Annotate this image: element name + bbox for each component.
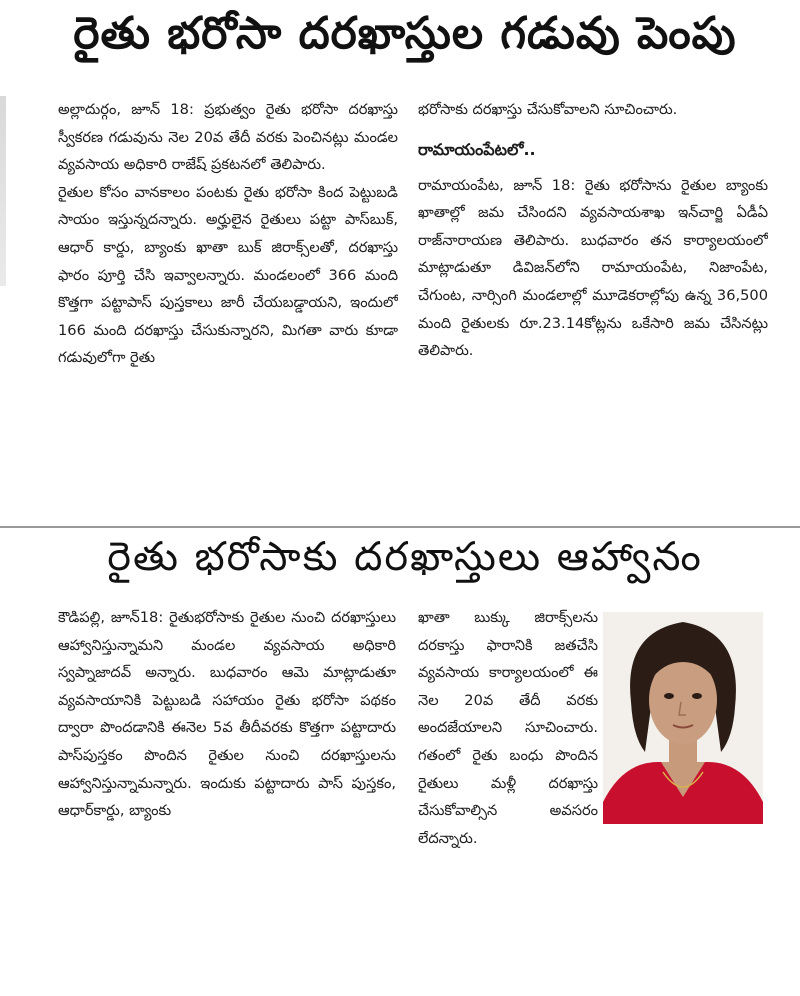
article1-continuation: భరోసాకు దరఖాస్తు చేసుకోవాలని సూచించారు.	[418, 101, 678, 118]
article1-paragraph2: రైతుల కోసం వానకాలం పంటకు రైతు భరోసా కింద పెట్టుబడి సాయం ఇస్తున్నదన్నారు. అర్హులైన రైతులు పట్టా పాస్‌బుక్, ఆధార్ కార్డు, బ్యాంకు ఖాతా బుక్ జిరాక్స్‌లతో, దరఖాస్తు ఫారం పూర్తి చేసి ఇవ్వాలన్నారు. మండలంలో 366 మంది కొత్తగా పట్టాపాస్ పుస్తకాలు జారీ చేయబడ్డాయని, ఇందులో 166 మంది దరఖాస్తు చేసుకున్నారని, మిగతా వారు కూడా గడువులోగా రైతు	[58, 183, 398, 367]
section-divider	[0, 526, 800, 528]
article2-column2	[418, 604, 598, 924]
article1-column2	[418, 96, 768, 520]
article2-body-continued: ఖాతా బుక్కు జిరాక్స్‌లను దరకాస్తు ఫారానికి జతచేసి వ్యవసాయ కార్యాలయంలో ఈ నెల 20వ తేదీ వరకు అందజేయాలని సూచించారు. గతంలో రైతు బంధు పొందిన రైతులు మళ్లీ దరఖాస్తు చేసుకోవాల్సిన అవసరం లేదన్నారు.	[418, 609, 598, 847]
article2-body: కౌడిపల్లి, జూన్18: రైతుభరోసాకు రైతుల నుంచి దరఖాస్తులు ఆహ్వానిస్తున్నామని మండల వ్యవసాయ అధికారి స్వప్నాజాదవ్ అన్నారు. బుధవారం ఆమె మాట్లాడుతూ వ్యవసాయానికి పెట్టుబడి సహాయం రైతు భరోసా పథకం ద్వారా పొందడానికి ఈనెల 5వ తీదీవరకు కొత్తగా పట్టాదారు పాస్‌పుస్తకం పొందిన రైతుల నుంచి దరఖాస్తులను ఆహ్వానిస్తున్నామన్నారు. ఇందుకు పట్టాదారు పాస్ పుస్తకం, ఆధార్‌కార్డు, బ్యాంకు	[58, 609, 396, 820]
article1-column1	[58, 96, 398, 520]
headline-rythu-bharosa-deadline: రైతు భరోసా దరఖాస్తుల గడువు పెంపు	[73, 10, 737, 59]
article1-ramayampet-body: రామాయంపేట, జూన్ 18: రైతు భరోసాను రైతుల బ్యాంకు ఖాతాల్లో జమ చేసిందని వ్యవసాయశాఖ ఇన్‌చార్జి ఏడీఏ రాజ్‌నారాయణ తెలిపారు. బుధవారం తన కార్యాలయంలో మాట్లాడుతూ డివిజన్‌లోని రామాయంపేట, నిజాంపేట, చేగుంట, నార్సింగి మండలాల్లో మూడెకరాల్లోపు ఉన్న 36,500 మంది రైతులకు రూ.23.14కోట్లను ఒకేసారి జమ చేసినట్లు తెలిపారు.	[418, 176, 768, 360]
article2-column1	[58, 604, 396, 924]
subhead-ramayampet: రామాయంపేటలో..	[418, 139, 536, 159]
headline-applications-invited: రైతు భరోసాకు దరఖాస్తులు ఆహ్వానం	[107, 535, 703, 580]
officer-portrait-photo	[603, 612, 763, 824]
portrait-illustration	[603, 612, 763, 824]
page-edge-shadow	[0, 96, 6, 286]
article1-paragraph1: అల్లాదుర్గం, జూన్ 18: ప్రభుత్వం రైతు భరోసా దరఖాస్తు స్వీకరణ గడువును నెల 20వ తేదీ వరకు పెంచినట్లు మండల వ్యవసాయ అధికారి రాజేష్ ప్రకటనలో తెలిపారు.	[58, 101, 398, 174]
